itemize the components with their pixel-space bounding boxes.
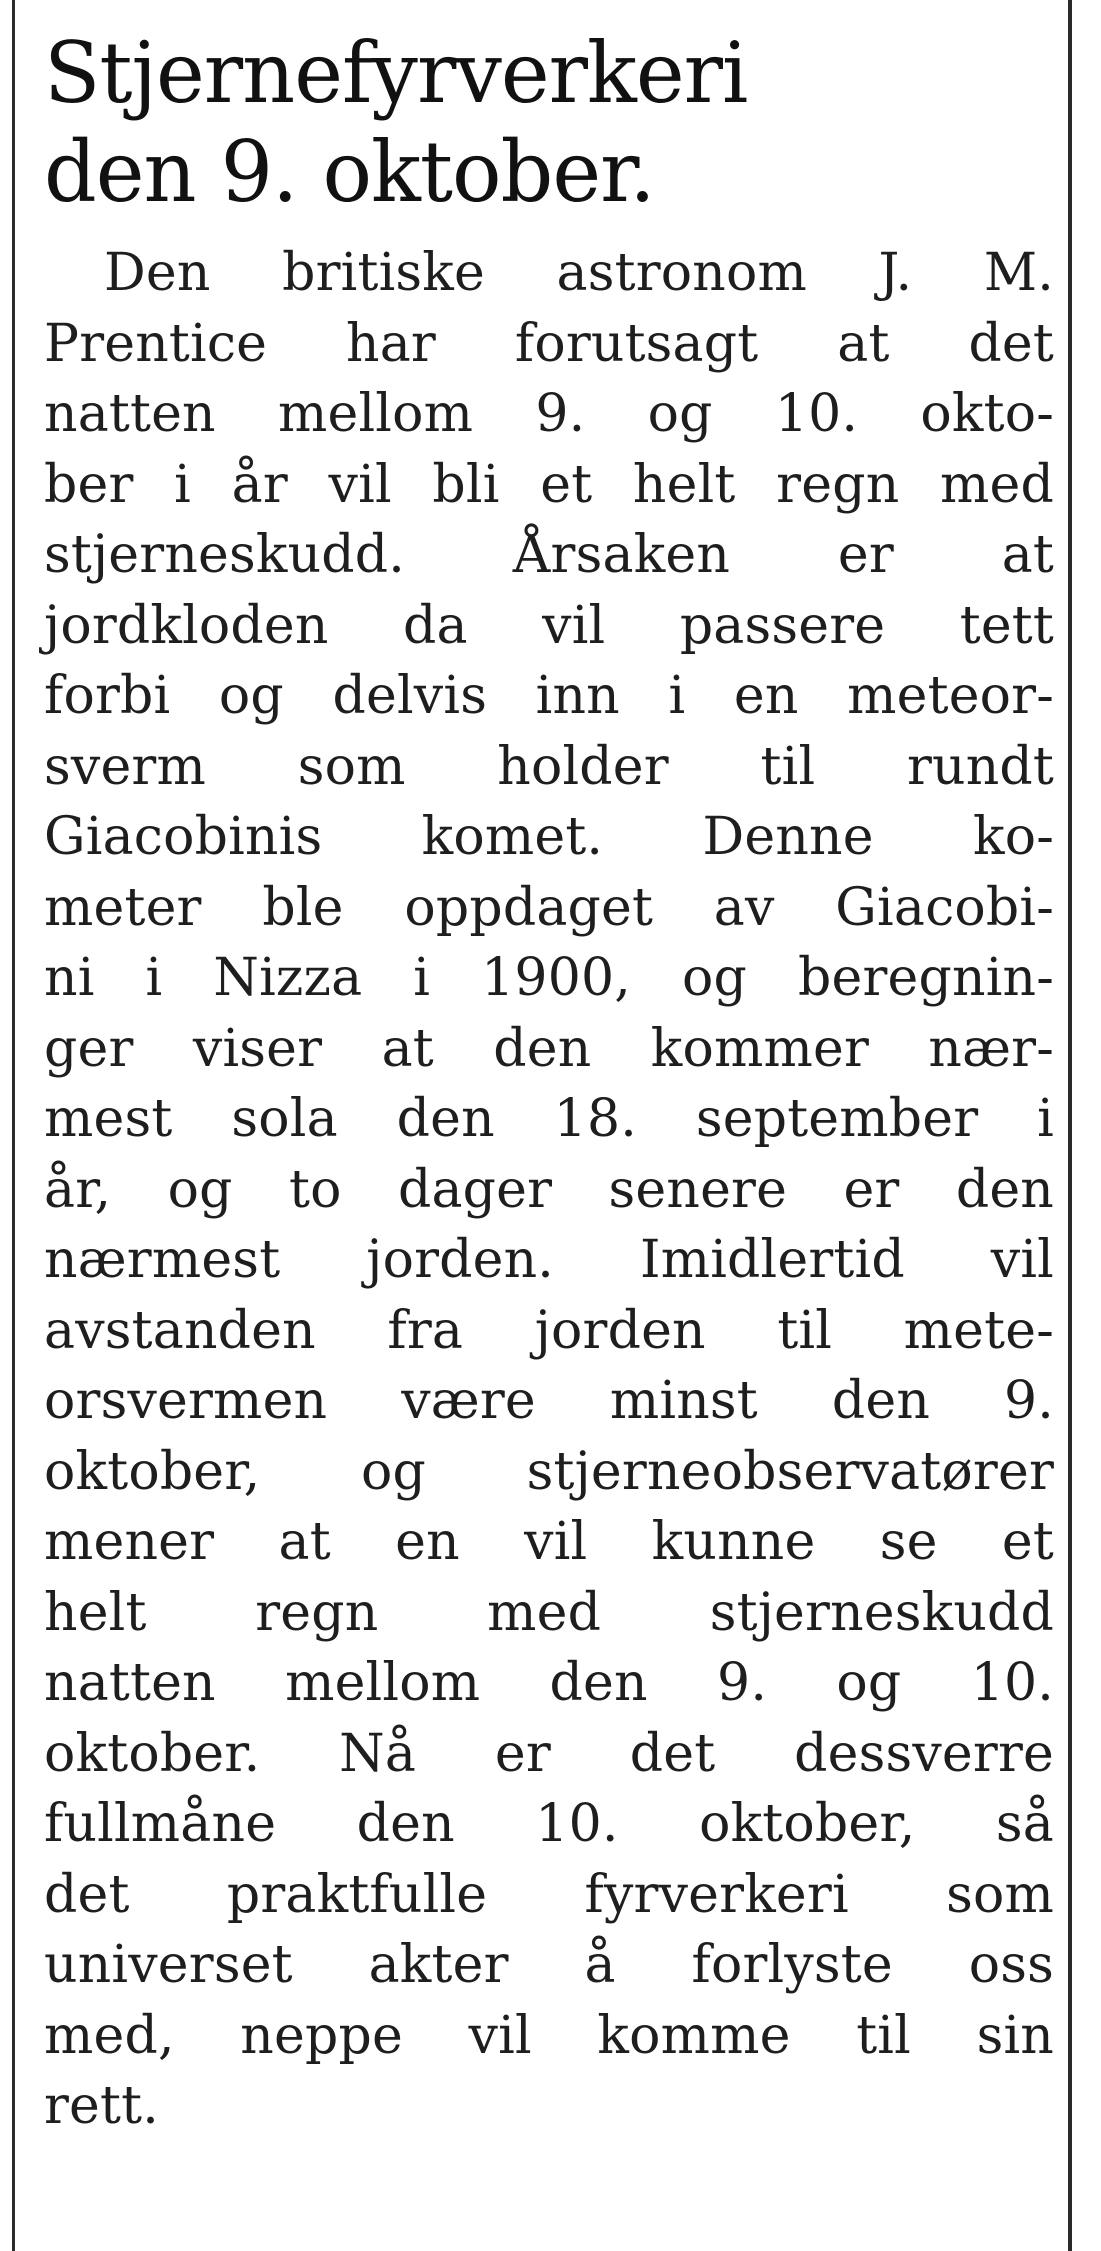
body-line: med, neppe vil komme til sin [44,2005,1054,2066]
body-line: mest sola den 18. september i [44,1089,1054,1150]
body-line: universet akter å forlyste oss [44,1935,1054,1996]
body-line: fullmåne den 10. oktober, så [44,1794,1054,1855]
body-line: det praktfulle fyrverkeri som [44,1864,1054,1925]
body-line: sverm som holder til rundt [44,736,1054,797]
headline-line: Stjernefyrverkeri [44,24,748,122]
body-line: Giacobinis komet. Denne ko- [44,807,1054,868]
body-line: mener at en vil kunne se et [44,1512,1054,1573]
body-line: natten mellom 9. og 10. okto- [44,384,1054,445]
body-line: ber i år vil bli et helt regn med [44,454,1054,515]
newspaper-article [44,24,1054,2142]
body-line: ni i Nizza i 1900, og beregnin- [44,948,1054,1009]
body-line: ger viser at den kommer nær- [44,1018,1054,1079]
body-line: meter ble oppdaget av Giacobi- [44,877,1054,938]
body-line: nærmest jorden. Imidlertid vil [44,1230,1054,1291]
column-rule-left [12,0,15,2251]
body-line: forbi og delvis inn i en meteor- [44,666,1054,727]
article-body [44,238,1054,2142]
body-line: rett. [44,2076,159,2137]
body-line: Den britiske astronom J. M. [104,243,1054,304]
column-rule-right [1068,0,1072,2251]
body-line: år, og to dager senere er den [44,1159,1054,1220]
body-line: oktober, og stjerneobservatører [44,1441,1054,1502]
body-line: orsvermen være minst den 9. [44,1371,1054,1432]
body-line: helt regn med stjerneskudd [44,1582,1054,1643]
body-line: oktober. Nå er det dessverre [44,1723,1054,1784]
body-line: avstanden fra jorden til mete- [44,1300,1054,1361]
body-line: jordkloden da vil passere tett [44,595,1054,656]
headline-line: den 9. oktober. [44,123,655,222]
article-headline [44,24,1034,222]
body-line: natten mellom den 9. og 10. [44,1653,1054,1714]
body-line: Prentice har forutsagt at det [44,313,1054,374]
body-line: stjerneskudd. Årsaken er at [44,525,1054,586]
